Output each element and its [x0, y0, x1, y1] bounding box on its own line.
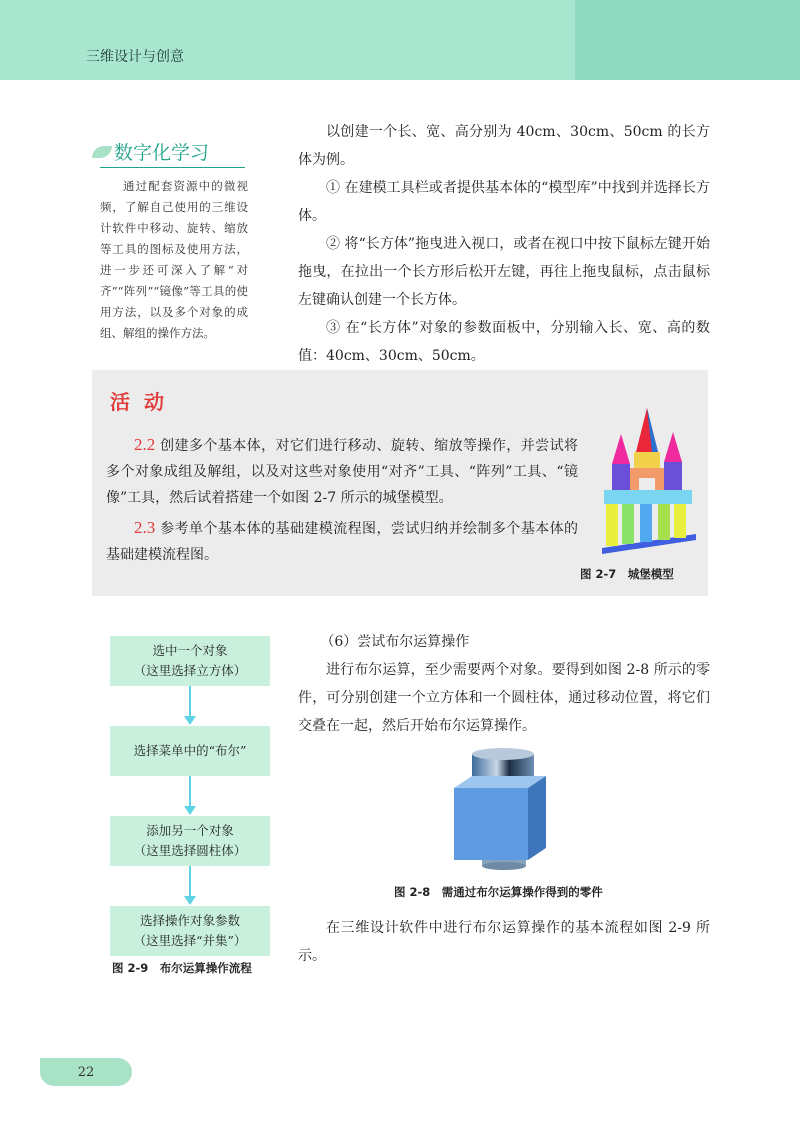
digital-learning-sidebar [100, 138, 248, 344]
chapter-title: 三维设计与创意 [86, 49, 184, 65]
flowchart-step-line: 选择操作对象参数 [139, 913, 240, 928]
paragraph: 进行布尔运算，至少需要两个对象。要得到如图 2-8 所示的零件，可分别创建一个立方体和一个圆柱体，通过移动位置，将它们交叠在一起，然后开始布尔运算操作。 [298, 662, 710, 734]
flowchart-step [110, 636, 270, 686]
castle-pillar [606, 504, 618, 546]
activity-item-number: 2.2 [134, 435, 156, 454]
main-text-top [298, 118, 710, 370]
activity-item [106, 432, 578, 511]
paragraph: ③ 在“长方体”对象的参数面板中，分别输入长、宽、高的数值：40cm、30cm、50cm。 [298, 320, 710, 364]
flowchart-step [110, 816, 270, 866]
cylinder-top-face [472, 748, 534, 760]
leaf-icon [92, 146, 112, 158]
castle-pillar [674, 500, 686, 538]
activity-box [92, 370, 708, 596]
castle-beam [604, 490, 692, 504]
figure-caption: 图 2-9 布尔运算操作流程 [112, 961, 252, 975]
flowchart-arrow [110, 686, 270, 726]
page-number: 22 [40, 1058, 132, 1086]
castle-pillar [622, 504, 634, 544]
boolean-flowchart [110, 636, 270, 956]
paragraph: 以创建一个长、宽、高分别为 40cm、30cm、50cm 的长方体为例。 [298, 124, 710, 168]
activity-title: 活动 [110, 390, 178, 414]
flowchart-arrow [110, 866, 270, 906]
figure-caption: 图 2-8 需通过布尔运算操作得到的零件 [394, 885, 603, 899]
flowchart-step-line: 选中一个对象 [152, 643, 228, 658]
sidebar-text: 通过配套资源中的微视频，了解自己使用的三维设计软件中移动、旋转、缩放等工具的图标及使用方法，进一步还可深入了解“对齐”“阵列”“镜像”等工具的使用方法，以及多个对象的成组、解组的操作方法。 [100, 179, 248, 340]
page-header [0, 0, 800, 80]
castle-tower [612, 464, 630, 490]
flowchart-step [110, 726, 270, 776]
cylinder-bottom-edge [482, 862, 526, 870]
boolean-part-image [446, 748, 558, 872]
paragraph: ① 在建模工具栏或者提供基本体的“模型库”中找到并选择长方体。 [298, 180, 710, 224]
main-text-middle [298, 628, 710, 740]
castle-arch-opening [639, 478, 655, 490]
flowchart-step-line: （这里选择立方体） [133, 663, 247, 678]
castle-pillar [658, 500, 670, 540]
section-subheading: （6）尝试布尔运算操作 [320, 634, 470, 650]
activity-item-number: 2.3 [134, 518, 156, 537]
activity-item [106, 515, 578, 568]
castle-roof [612, 434, 630, 464]
paragraph: 在三维设计软件中进行布尔运算操作的基本流程如图 2-9 所示。 [298, 920, 710, 964]
sidebar-heading: 数字化学习 [114, 142, 210, 164]
castle-roof [664, 432, 682, 462]
flowchart-step [110, 906, 270, 956]
castle-model-image [592, 408, 704, 558]
main-text-bottom [298, 914, 710, 970]
activity-text [106, 432, 578, 572]
sidebar-divider [100, 167, 245, 168]
activity-item-text: 创建多个基本体，对它们进行移动、旋转、缩放等操作，并尝试将多个对象成组及解组，以及对这些对象使用“对齐”工具、“阵列”工具、“镜像”工具，然后试着搭建一个如图 2-7 所示的城堡模型。 [106, 438, 578, 506]
flowchart-step-line: （这里选择圆柱体） [133, 843, 247, 858]
figure-caption: 图 2-7 城堡模型 [580, 567, 674, 581]
paragraph: ② 将“长方体”拖曳进入视口，或者在视口中按下鼠标左键开始拖曳，在拉出一个长方形后松开左键，再往上拖曳鼠标，点击鼠标左键确认创建一个长方体。 [298, 236, 710, 308]
flowchart-step-line: （这里选择“并集”） [133, 933, 247, 948]
cube-side-face [528, 776, 546, 860]
activity-item-text: 参考单个基本体的基础建模流程图，尝试归纳并绘制多个基本体的基础建模流程图。 [106, 521, 578, 563]
flowchart-step-line: 添加另一个对象 [146, 823, 234, 838]
castle-block [634, 452, 660, 468]
flowchart-arrow [110, 776, 270, 816]
cube-front-face [454, 788, 528, 860]
flowchart-step-line: 选择菜单中的“布尔” [133, 743, 247, 758]
header-decoration [575, 0, 800, 80]
castle-tower [664, 462, 682, 490]
castle-pillar [640, 502, 652, 542]
